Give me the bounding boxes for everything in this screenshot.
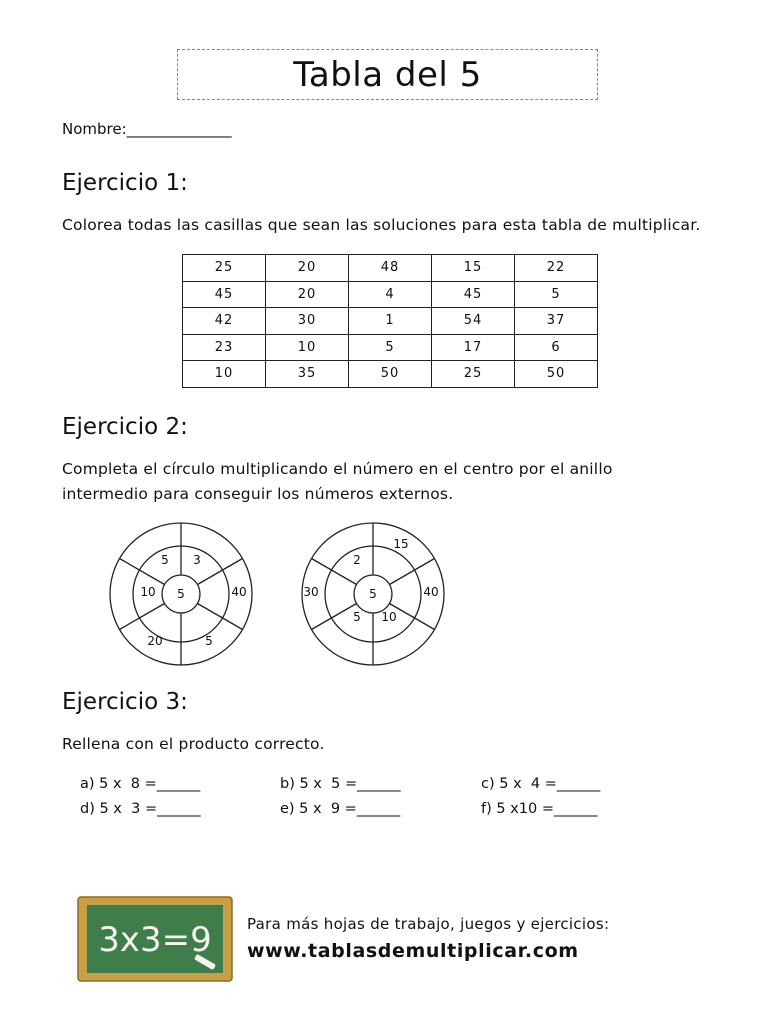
grid-cell[interactable]: 4 bbox=[349, 281, 432, 308]
grid-row bbox=[183, 281, 598, 308]
problem-e[interactable]: e) 5 x 9 =______ bbox=[280, 801, 401, 817]
wheel-1-outer-cell[interactable]: 40 bbox=[231, 585, 247, 599]
ejercicio-1-heading: Ejercicio 1: bbox=[62, 170, 188, 196]
grid-cell[interactable]: 35 bbox=[266, 361, 349, 388]
grid-cell[interactable]: 23 bbox=[183, 334, 266, 361]
wheel-1-middle-cell[interactable]: 10 bbox=[140, 585, 156, 599]
number-grid bbox=[182, 254, 598, 388]
problem-a[interactable]: a) 5 x 8 =______ bbox=[80, 776, 201, 792]
wheel-1-center: 5 bbox=[177, 587, 185, 601]
wheel-2-center: 5 bbox=[369, 587, 377, 601]
problem-d[interactable]: d) 5 x 3 =______ bbox=[80, 801, 201, 817]
grid-cell[interactable]: 1 bbox=[349, 308, 432, 335]
grid-cell[interactable]: 42 bbox=[183, 308, 266, 335]
grid-cell[interactable]: 5 bbox=[515, 281, 598, 308]
wheel-2-middle-cell[interactable]: 5 bbox=[353, 610, 361, 624]
grid-cell[interactable]: 5 bbox=[349, 334, 432, 361]
grid-cell[interactable]: 30 bbox=[266, 308, 349, 335]
wheel-2-outer-cell[interactable]: 30 bbox=[303, 585, 319, 599]
problem-b[interactable]: b) 5 x 5 =______ bbox=[280, 776, 401, 792]
nombre-field[interactable]: Nombre:______________ bbox=[62, 120, 232, 138]
ejercicio-2-instruction-line-1: Completa el círculo multiplicando el número en el centro por el anillo bbox=[62, 460, 613, 478]
page-title: Tabla del 5 bbox=[293, 54, 482, 95]
ejercicio-3-instruction: Rellena con el producto correcto. bbox=[62, 735, 325, 753]
wheel-2-middle-cell[interactable]: 2 bbox=[353, 553, 361, 567]
wheel-2-outer-cell[interactable]: 15 bbox=[393, 537, 409, 551]
grid-cell[interactable]: 48 bbox=[349, 255, 432, 282]
wheel-1-middle-cell[interactable]: 5 bbox=[161, 553, 169, 567]
footer-tagline: Para más hojas de trabajo, juegos y ejercicios: bbox=[247, 915, 610, 933]
grid-cell[interactable]: 10 bbox=[183, 361, 266, 388]
grid-cell[interactable]: 50 bbox=[515, 361, 598, 388]
problem-c[interactable]: c) 5 x 4 =______ bbox=[481, 776, 601, 792]
grid-cell[interactable]: 20 bbox=[266, 255, 349, 282]
wheel-2 bbox=[299, 522, 449, 668]
grid-cell[interactable]: 45 bbox=[432, 281, 515, 308]
grid-cell[interactable]: 6 bbox=[515, 334, 598, 361]
wheel-1-middle-cell[interactable]: 5 bbox=[205, 634, 213, 648]
grid-cell[interactable]: 22 bbox=[515, 255, 598, 282]
grid-row bbox=[183, 334, 598, 361]
grid-row bbox=[183, 361, 598, 388]
wheel-1-middle-cell[interactable]: 3 bbox=[193, 553, 201, 567]
chalkboard-logo bbox=[76, 895, 236, 985]
chalkboard-text: 3x3=9 bbox=[98, 920, 212, 960]
wheel-2-middle-cell[interactable]: 10 bbox=[381, 610, 397, 624]
grid-cell[interactable]: 15 bbox=[432, 255, 515, 282]
footer-website-link[interactable]: www.tablasdemultiplicar.com bbox=[247, 940, 579, 962]
ejercicio-2-heading: Ejercicio 2: bbox=[62, 414, 188, 440]
grid-cell[interactable]: 25 bbox=[432, 361, 515, 388]
grid-row bbox=[183, 255, 598, 282]
grid-cell[interactable]: 37 bbox=[515, 308, 598, 335]
grid-cell[interactable]: 50 bbox=[349, 361, 432, 388]
grid-cell[interactable]: 17 bbox=[432, 334, 515, 361]
grid-cell[interactable]: 45 bbox=[183, 281, 266, 308]
wheel-2-outer-cell[interactable]: 40 bbox=[423, 585, 439, 599]
grid-cell[interactable]: 20 bbox=[266, 281, 349, 308]
title-box bbox=[177, 49, 598, 100]
grid-cell[interactable]: 54 bbox=[432, 308, 515, 335]
problem-f[interactable]: f) 5 x10 =______ bbox=[481, 801, 598, 817]
wheel-1 bbox=[107, 522, 257, 668]
ejercicio-2-instruction-line-2: intermedio para conseguir los números externos. bbox=[62, 485, 454, 503]
wheel-1-outer-cell[interactable]: 20 bbox=[147, 634, 163, 648]
grid-cell[interactable]: 25 bbox=[183, 255, 266, 282]
grid-row bbox=[183, 308, 598, 335]
ejercicio-3-heading: Ejercicio 3: bbox=[62, 689, 188, 715]
grid-cell[interactable]: 10 bbox=[266, 334, 349, 361]
ejercicio-1-instruction: Colorea todas las casillas que sean las soluciones para esta tabla de multiplicar. bbox=[62, 216, 701, 234]
